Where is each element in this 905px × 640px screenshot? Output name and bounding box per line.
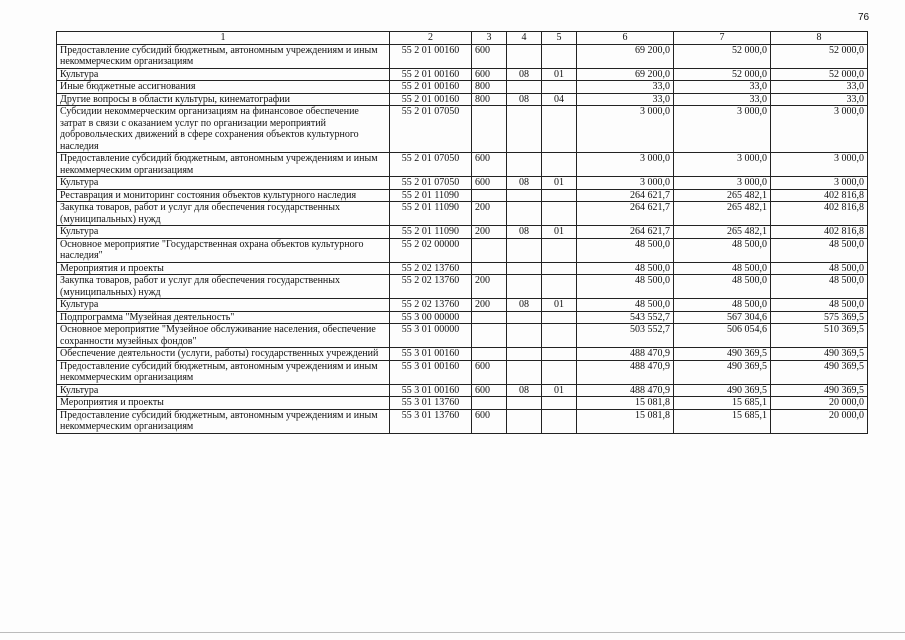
table-row xyxy=(57,106,868,153)
cell-code: 55 2 01 00160 xyxy=(390,93,472,106)
cell-value-7: 3 000,0 xyxy=(674,177,771,190)
cell-value-6: 543 552,7 xyxy=(577,311,674,324)
cell-value-6: 48 500,0 xyxy=(577,299,674,312)
column-header: 8 xyxy=(771,32,868,45)
table-row xyxy=(57,68,868,81)
cell-rz: 08 xyxy=(507,93,542,106)
cell-code: 55 3 01 00160 xyxy=(390,348,472,361)
cell-name: Реставрация и мониторинг состояния объектов культурного наследия xyxy=(57,189,390,202)
cell-value-7: 265 482,1 xyxy=(674,226,771,239)
cell-value-7: 52 000,0 xyxy=(674,44,771,68)
cell-code: 55 2 01 11090 xyxy=(390,226,472,239)
cell-code: 55 2 01 00160 xyxy=(390,81,472,94)
cell-pr xyxy=(542,360,577,384)
cell-vr: 600 xyxy=(472,44,507,68)
cell-name: Закупка товаров, работ и услуг для обеспечения государственных (муниципальных) нужд xyxy=(57,275,390,299)
cell-value-7: 48 500,0 xyxy=(674,238,771,262)
cell-value-6: 48 500,0 xyxy=(577,262,674,275)
cell-pr xyxy=(542,409,577,433)
cell-value-7: 490 369,5 xyxy=(674,360,771,384)
cell-rz xyxy=(507,262,542,275)
cell-value-8: 510 369,5 xyxy=(771,324,868,348)
cell-value-8: 48 500,0 xyxy=(771,299,868,312)
cell-value-8: 402 816,8 xyxy=(771,226,868,239)
budget-table xyxy=(56,31,868,434)
cell-value-7: 33,0 xyxy=(674,93,771,106)
cell-value-8: 20 000,0 xyxy=(771,397,868,410)
table-row xyxy=(57,81,868,94)
cell-vr: 200 xyxy=(472,299,507,312)
table-row xyxy=(57,311,868,324)
cell-value-7: 48 500,0 xyxy=(674,262,771,275)
cell-value-8: 48 500,0 xyxy=(771,275,868,299)
cell-name: Подпрограмма "Музейная деятельность" xyxy=(57,311,390,324)
cell-vr: 600 xyxy=(472,177,507,190)
cell-code: 55 2 01 11090 xyxy=(390,189,472,202)
cell-name: Закупка товаров, работ и услуг для обеспечения государственных (муниципальных) нужд xyxy=(57,202,390,226)
cell-value-8: 33,0 xyxy=(771,93,868,106)
header-row xyxy=(57,32,868,45)
cell-value-7: 567 304,6 xyxy=(674,311,771,324)
cell-name: Культура xyxy=(57,299,390,312)
cell-vr: 600 xyxy=(472,360,507,384)
cell-vr: 200 xyxy=(472,226,507,239)
cell-rz xyxy=(507,202,542,226)
cell-value-7: 15 685,1 xyxy=(674,397,771,410)
cell-value-6: 488 470,9 xyxy=(577,348,674,361)
cell-pr xyxy=(542,348,577,361)
cell-name: Основное мероприятие "Музейное обслуживание населения, обеспечение сохранности музейных фондов" xyxy=(57,324,390,348)
cell-value-7: 490 369,5 xyxy=(674,384,771,397)
column-header: 6 xyxy=(577,32,674,45)
cell-code: 55 2 01 07050 xyxy=(390,153,472,177)
cell-name: Культура xyxy=(57,226,390,239)
cell-rz: 08 xyxy=(507,384,542,397)
cell-value-7: 3 000,0 xyxy=(674,106,771,153)
cell-vr: 200 xyxy=(472,275,507,299)
cell-rz: 08 xyxy=(507,68,542,81)
cell-name: Обеспечение деятельности (услуги, работы) государственных учреждений xyxy=(57,348,390,361)
cell-rz xyxy=(507,275,542,299)
cell-value-7: 265 482,1 xyxy=(674,202,771,226)
column-header: 5 xyxy=(542,32,577,45)
table-row xyxy=(57,262,868,275)
cell-vr xyxy=(472,397,507,410)
cell-pr xyxy=(542,106,577,153)
column-header: 2 xyxy=(390,32,472,45)
cell-rz xyxy=(507,106,542,153)
cell-rz: 08 xyxy=(507,226,542,239)
cell-value-6: 33,0 xyxy=(577,81,674,94)
cell-vr: 600 xyxy=(472,409,507,433)
table-row xyxy=(57,238,868,262)
cell-value-8: 48 500,0 xyxy=(771,262,868,275)
cell-name: Иные бюджетные ассигнования xyxy=(57,81,390,94)
table-row xyxy=(57,93,868,106)
cell-pr xyxy=(542,81,577,94)
cell-code: 55 2 01 00160 xyxy=(390,68,472,81)
cell-code: 55 2 01 07050 xyxy=(390,106,472,153)
cell-value-7: 48 500,0 xyxy=(674,275,771,299)
cell-code: 55 2 02 13760 xyxy=(390,262,472,275)
cell-rz xyxy=(507,360,542,384)
cell-name: Мероприятия и проекты xyxy=(57,262,390,275)
cell-value-6: 48 500,0 xyxy=(577,275,674,299)
cell-name: Мероприятия и проекты xyxy=(57,397,390,410)
table-row xyxy=(57,44,868,68)
cell-rz xyxy=(507,324,542,348)
table-row xyxy=(57,177,868,190)
cell-pr xyxy=(542,202,577,226)
cell-rz xyxy=(507,409,542,433)
column-header: 4 xyxy=(507,32,542,45)
cell-value-7: 3 000,0 xyxy=(674,153,771,177)
cell-code: 55 2 01 11090 xyxy=(390,202,472,226)
cell-vr: 800 xyxy=(472,81,507,94)
cell-value-8: 3 000,0 xyxy=(771,106,868,153)
cell-value-6: 3 000,0 xyxy=(577,177,674,190)
cell-code: 55 3 01 13760 xyxy=(390,397,472,410)
table-row xyxy=(57,299,868,312)
table-row xyxy=(57,397,868,410)
cell-vr: 600 xyxy=(472,68,507,81)
cell-value-6: 3 000,0 xyxy=(577,106,674,153)
cell-pr: 01 xyxy=(542,384,577,397)
cell-code: 55 2 01 07050 xyxy=(390,177,472,190)
cell-value-8: 48 500,0 xyxy=(771,238,868,262)
cell-code: 55 2 02 00000 xyxy=(390,238,472,262)
cell-value-8: 20 000,0 xyxy=(771,409,868,433)
cell-pr: 01 xyxy=(542,299,577,312)
page-number: 76 xyxy=(858,12,870,23)
cell-value-6: 69 200,0 xyxy=(577,68,674,81)
cell-code: 55 3 00 00000 xyxy=(390,311,472,324)
cell-pr xyxy=(542,153,577,177)
cell-rz xyxy=(507,397,542,410)
cell-pr xyxy=(542,238,577,262)
cell-value-6: 33,0 xyxy=(577,93,674,106)
cell-value-7: 15 685,1 xyxy=(674,409,771,433)
cell-value-6: 15 081,8 xyxy=(577,397,674,410)
cell-value-6: 264 621,7 xyxy=(577,189,674,202)
cell-vr xyxy=(472,189,507,202)
cell-value-6: 488 470,9 xyxy=(577,360,674,384)
cell-vr xyxy=(472,348,507,361)
cell-code: 55 3 01 00000 xyxy=(390,324,472,348)
cell-vr xyxy=(472,262,507,275)
cell-pr xyxy=(542,275,577,299)
cell-rz xyxy=(507,189,542,202)
cell-vr xyxy=(472,238,507,262)
cell-value-8: 490 369,5 xyxy=(771,348,868,361)
cell-pr xyxy=(542,324,577,348)
cell-value-8: 490 369,5 xyxy=(771,384,868,397)
cell-value-6: 15 081,8 xyxy=(577,409,674,433)
table-row xyxy=(57,202,868,226)
cell-value-8: 575 369,5 xyxy=(771,311,868,324)
cell-vr xyxy=(472,324,507,348)
cell-pr: 01 xyxy=(542,226,577,239)
cell-value-6: 69 200,0 xyxy=(577,44,674,68)
table-row xyxy=(57,226,868,239)
cell-value-6: 503 552,7 xyxy=(577,324,674,348)
cell-vr: 600 xyxy=(472,384,507,397)
cell-rz: 08 xyxy=(507,177,542,190)
cell-pr xyxy=(542,311,577,324)
cell-code: 55 2 02 13760 xyxy=(390,299,472,312)
cell-value-6: 48 500,0 xyxy=(577,238,674,262)
table-row xyxy=(57,409,868,433)
cell-value-7: 506 054,6 xyxy=(674,324,771,348)
cell-value-8: 3 000,0 xyxy=(771,153,868,177)
cell-value-8: 402 816,8 xyxy=(771,189,868,202)
cell-name: Культура xyxy=(57,177,390,190)
cell-value-8: 52 000,0 xyxy=(771,44,868,68)
cell-value-7: 48 500,0 xyxy=(674,299,771,312)
cell-value-7: 265 482,1 xyxy=(674,189,771,202)
cell-rz xyxy=(507,348,542,361)
cell-rz xyxy=(507,44,542,68)
cell-pr: 01 xyxy=(542,177,577,190)
column-header: 7 xyxy=(674,32,771,45)
scan-line xyxy=(0,632,905,633)
cell-vr: 800 xyxy=(472,93,507,106)
cell-code: 55 3 01 00160 xyxy=(390,384,472,397)
column-header: 1 xyxy=(57,32,390,45)
cell-vr: 200 xyxy=(472,202,507,226)
cell-vr xyxy=(472,106,507,153)
cell-pr xyxy=(542,262,577,275)
cell-vr xyxy=(472,311,507,324)
cell-name: Предоставление субсидий бюджетным, автономным учреждениям и иным некоммерческим организациям xyxy=(57,44,390,68)
cell-vr: 600 xyxy=(472,153,507,177)
cell-value-6: 264 621,7 xyxy=(577,202,674,226)
cell-rz xyxy=(507,153,542,177)
cell-pr xyxy=(542,189,577,202)
cell-value-8: 490 369,5 xyxy=(771,360,868,384)
cell-value-6: 264 621,7 xyxy=(577,226,674,239)
cell-pr xyxy=(542,44,577,68)
cell-pr: 01 xyxy=(542,68,577,81)
cell-rz xyxy=(507,311,542,324)
cell-rz xyxy=(507,81,542,94)
cell-rz: 08 xyxy=(507,299,542,312)
cell-name: Культура xyxy=(57,68,390,81)
cell-value-6: 3 000,0 xyxy=(577,153,674,177)
cell-value-8: 3 000,0 xyxy=(771,177,868,190)
column-header: 3 xyxy=(472,32,507,45)
cell-name: Предоставление субсидий бюджетным, автономным учреждениям и иным некоммерческим организациям xyxy=(57,409,390,433)
cell-value-7: 33,0 xyxy=(674,81,771,94)
table-row xyxy=(57,275,868,299)
cell-name: Субсидии некоммерческим организациям на финансовое обеспечение затрат в связи с оказанием услуг по организации мероприятий добровольческих движений в сфере сохранения объектов культурного наследия xyxy=(57,106,390,153)
cell-code: 55 3 01 00160 xyxy=(390,360,472,384)
cell-name: Предоставление субсидий бюджетным, автономным учреждениям и иным некоммерческим организациям xyxy=(57,360,390,384)
cell-name: Основное мероприятие "Государственная охрана объектов культурного наследия" xyxy=(57,238,390,262)
cell-value-8: 52 000,0 xyxy=(771,68,868,81)
table-row xyxy=(57,348,868,361)
cell-value-6: 488 470,9 xyxy=(577,384,674,397)
cell-value-7: 490 369,5 xyxy=(674,348,771,361)
cell-name: Предоставление субсидий бюджетным, автономным учреждениям и иным некоммерческим организациям xyxy=(57,153,390,177)
table-row xyxy=(57,384,868,397)
cell-name: Другие вопросы в области культуры, кинематографии xyxy=(57,93,390,106)
cell-rz xyxy=(507,238,542,262)
table-row xyxy=(57,153,868,177)
cell-value-8: 33,0 xyxy=(771,81,868,94)
cell-pr: 04 xyxy=(542,93,577,106)
cell-code: 55 2 02 13760 xyxy=(390,275,472,299)
cell-code: 55 2 01 00160 xyxy=(390,44,472,68)
cell-name: Культура xyxy=(57,384,390,397)
table-row xyxy=(57,360,868,384)
table-row xyxy=(57,324,868,348)
cell-value-8: 402 816,8 xyxy=(771,202,868,226)
cell-pr xyxy=(542,397,577,410)
table-row xyxy=(57,189,868,202)
cell-code: 55 3 01 13760 xyxy=(390,409,472,433)
cell-value-7: 52 000,0 xyxy=(674,68,771,81)
